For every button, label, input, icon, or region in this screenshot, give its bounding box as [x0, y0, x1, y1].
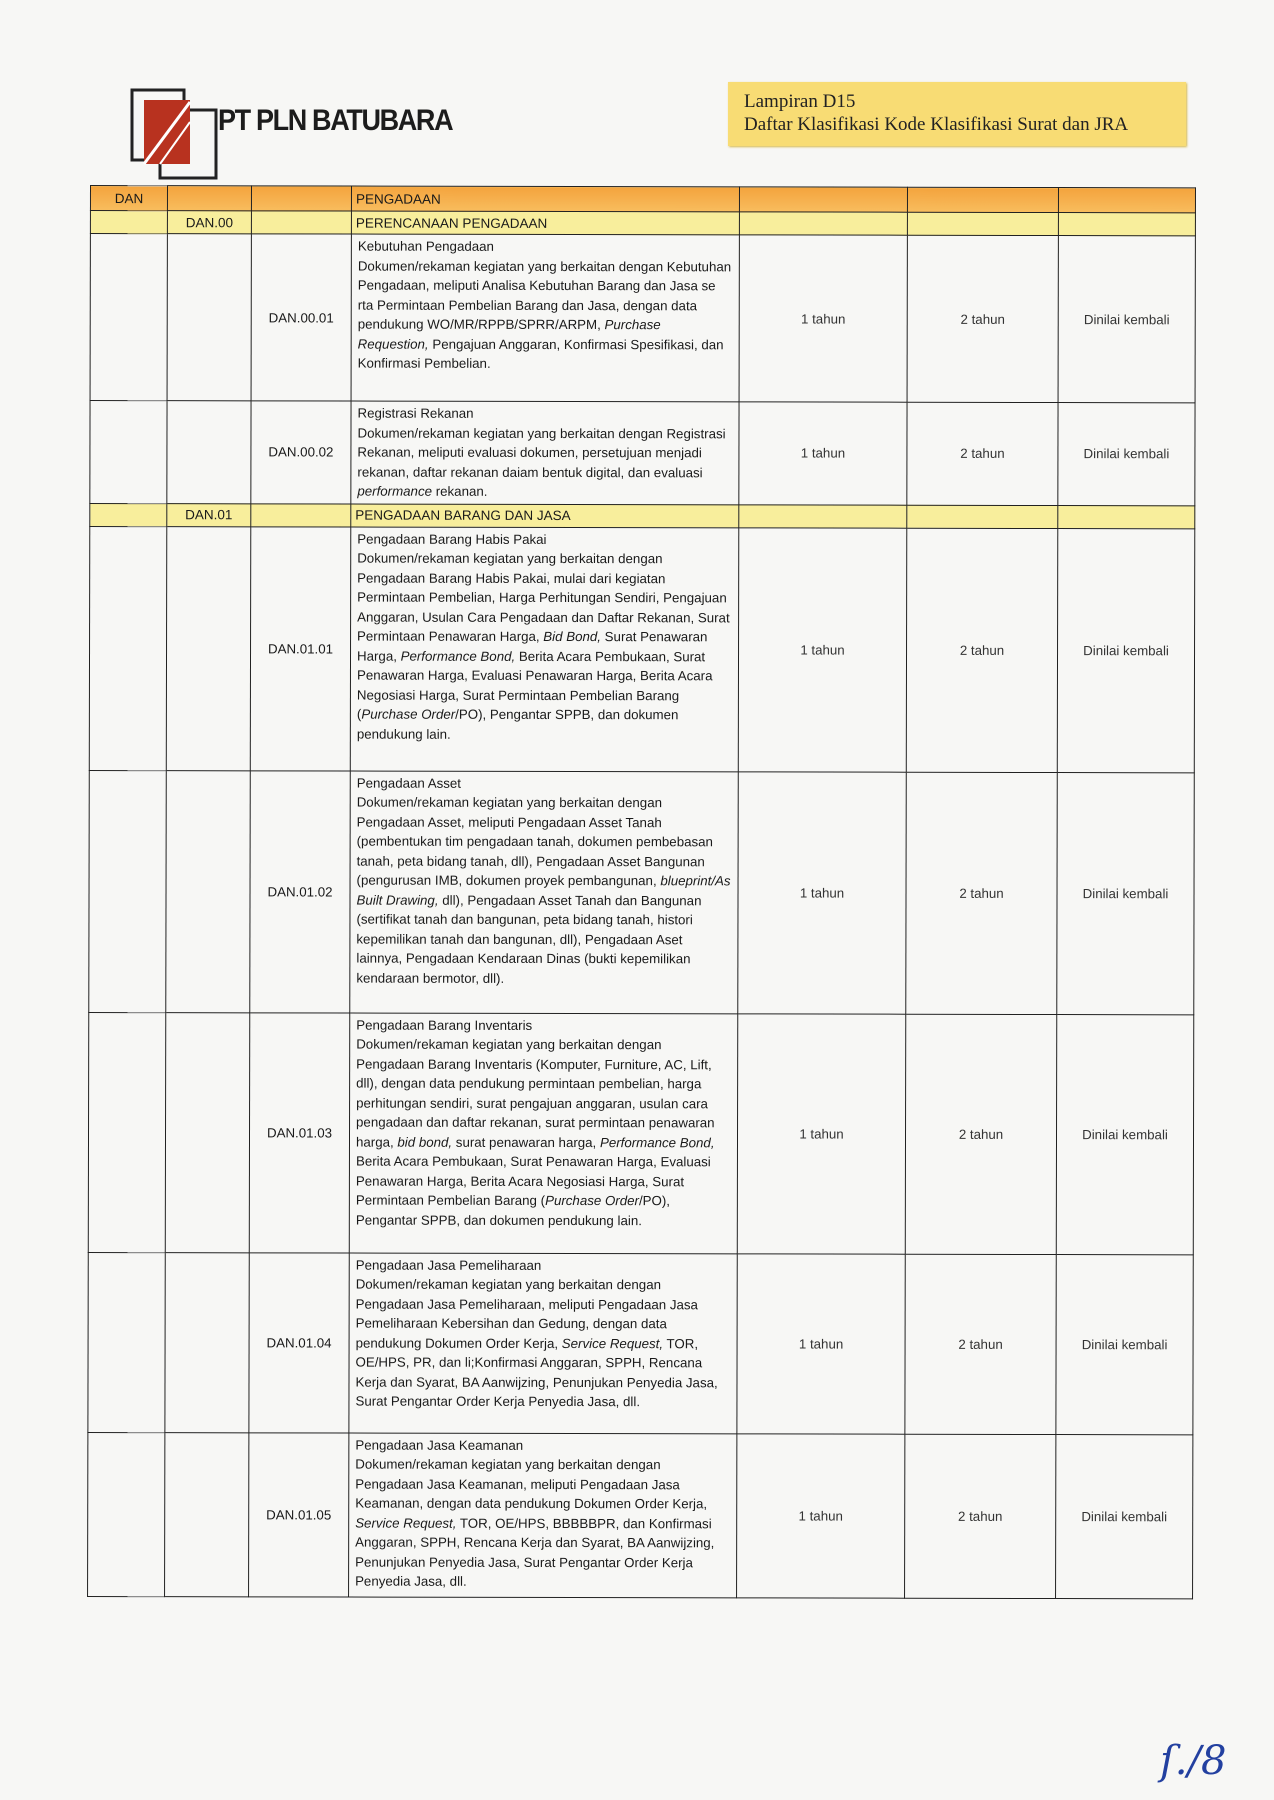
description-segment: Purchase Order [361, 706, 456, 722]
main-title: PENGADAAN [351, 186, 739, 212]
description-segment: Dokumen/rekaman kegiatan yang berkaitan dengan Pengadaan Jasa Keamanan, meliputi Pengadaan Jasa Keamanan, dengan data pendukung Dokumen Order Kerja, [355, 1456, 708, 1512]
item-title: Pengadaan Jasa Pemeliharaan [355, 1257, 542, 1273]
item-description [350, 527, 739, 772]
retention-note: Dinilai kembali [1058, 236, 1195, 403]
description-segment: /PO), Pengantar SPPB, dan dokumen pendukung lain. [355, 1193, 670, 1228]
retention-note: Dinilai kembali [1056, 1434, 1193, 1598]
item-title: Registrasi Rekanan [357, 405, 474, 421]
retention-note: Dinilai kembali [1057, 772, 1195, 1014]
group-code: DAN.00 [167, 211, 251, 234]
item-description [351, 234, 739, 402]
item-code: DAN.01.04 [249, 1252, 349, 1432]
item-description [349, 1013, 738, 1254]
item-title: Kebutuhan Pengadaan [357, 238, 494, 254]
description-segment: blueprint/As Built Drawing, [356, 873, 731, 908]
main-code: DAN [90, 186, 167, 211]
retention-inactive: 2 tahun [905, 1014, 1057, 1254]
description-segment: Surat Penawaran Harga, [356, 629, 708, 664]
classification-table [87, 185, 1196, 1599]
description-segment: Pengajuan Anggaran, Konfirmasi Spesifikasi, dan Konfirmasi Pembelian. [357, 336, 724, 371]
main-header-row [90, 186, 1195, 213]
handwritten-page-mark: ſ.∕8 [1160, 1738, 1227, 1784]
retention-active: 1 tahun [738, 527, 907, 771]
retention-note: Dinilai kembali [1056, 1014, 1194, 1254]
pln-batubara-logo-icon [130, 88, 220, 180]
item-code: DAN.01.03 [249, 1012, 350, 1252]
table-row [90, 401, 1195, 506]
retention-note: Dinilai kembali [1058, 403, 1195, 506]
description-segment: performance [357, 483, 433, 499]
item-code: DAN.00.02 [251, 401, 351, 504]
retention-active: 1 tahun [737, 1013, 906, 1253]
description-segment: dll), Pengadaan Asset Tanah dan Bangunan (sertifikat tanah dan bangunan, peta bidang tanah, histori kepemilikan tanah dan bangunan, dll), Pengadaan Aset lainnya, Pengadaan Kendaraan Dinas (bukti kepemilikan kendaraan bermotor, dll). [356, 892, 702, 986]
description-segment: Service Request, [561, 1335, 664, 1351]
table-row [89, 770, 1195, 1014]
item-title: Pengadaan Asset [356, 775, 462, 791]
retention-inactive: 2 tahun [905, 1434, 1056, 1598]
description-segment: Purchase Requestion, [357, 317, 661, 352]
group-code: DAN.01 [167, 503, 251, 526]
table-row [88, 1432, 1193, 1598]
group-title: PENGADAAN BARANG DAN JASA [351, 504, 739, 528]
retention-inactive: 2 tahun [906, 772, 1058, 1014]
item-description [351, 401, 739, 504]
retention-active: 1 tahun [739, 235, 907, 402]
group-header-row [90, 503, 1195, 528]
retention-note: Dinilai kembali [1057, 528, 1195, 772]
item-code: DAN.01.02 [250, 770, 351, 1012]
description-segment: Berita Acara Pembukaan, Surat Penawaran Harga, Evaluasi Penawaran Harga, Berita Acara Negosiasi Harga, Surat Permintaan Pembelian Barang ( [355, 1153, 711, 1208]
description-segment: Performance Bond, [400, 648, 516, 664]
retention-note: Dinilai kembali [1056, 1254, 1193, 1434]
item-code: DAN.01.01 [250, 526, 351, 770]
description-segment: /PO), Pengantar SPPB, dan dokumen pendukung lain. [356, 706, 679, 742]
description-segment: bid bond, [397, 1134, 453, 1150]
description-segment: Dokumen/rekaman kegiatan yang berkaitan dengan Pengadaan Jasa Pemeliharaan, meliputi Pengadaan Jasa Pemeliharaan Kebersihan dan Gedung, dengan data pendukung Dokumen Order Kerja, [355, 1276, 698, 1351]
retention-active: 1 tahun [737, 1253, 905, 1433]
lampiran-box [728, 82, 1186, 146]
group-title: PERENCANAAN PENGADAAN [351, 211, 739, 235]
description-segment: Dokumen/rekaman kegiatan yang berkaitan dengan Pengadaan Barang Inventaris (Komputer, Furniture, AC, Lift, dll), dengan data pendukung permintaan pembelian, harga perhitungan sendiri, surat pengajuan anggaran, usulan cara pengadaan dan daftar rekanan, surat permintaan penawaran harga, [355, 1036, 715, 1150]
description-segment: Dokumen/rekaman kegiatan yang berkaitan dengan Pengadaan Barang Habis Pakai, mulai dari kegiatan Permintaan Pembelian, Harga Perhitungan Sendiri, Pengajuan Anggaran, Usulan Cara Pengadaan dan Daftar Rekanan, Surat Permintaan Penawaran Harga, [357, 550, 730, 644]
table-row [88, 1252, 1193, 1434]
description-segment: Dokumen/rekaman kegiatan yang berkaitan dengan Kebutuhan Pengadaan, meliputi Analisa Kebutuhan Barang dan Jasa se rta Permintaan Pembelian Barang dan Jasa, dengan data pendukung WO/MR/RPPB/SPRR/ARPM, [357, 258, 732, 333]
table-row [90, 234, 1195, 403]
item-description [349, 1253, 737, 1434]
description-segment: Bid Bond, [543, 628, 602, 645]
description-segment: Performance Bond, [599, 1134, 715, 1150]
item-code: DAN.00.01 [251, 234, 351, 401]
table-row [88, 1012, 1194, 1254]
retention-inactive: 2 tahun [907, 402, 1058, 505]
item-description [350, 771, 739, 1014]
item-title: Pengadaan Barang Habis Pakai [357, 531, 547, 547]
description-segment: Purchase Order [545, 1192, 639, 1209]
retention-active: 1 tahun [738, 771, 907, 1013]
lampiran-title: Daftar Klasifikasi Kode Klasifikasi Surat dan JRA [744, 114, 1129, 135]
retention-active: 1 tahun [737, 1433, 905, 1597]
table-row [89, 526, 1195, 772]
company-name: PT PLN BATUBARA [218, 104, 453, 137]
item-title: Pengadaan Jasa Keamanan [355, 1437, 524, 1453]
description-segment: TOR, OE/HPS, PR, dan li;Konfirmasi Anggaran, SPPH, Rencana Kerja dan Syarat, BA Aanwijzing, Penunjukan Penyedia Jasa, Surat Pengantar Order Kerja Penyedia Jasa, dll. [355, 1335, 718, 1410]
retention-active: 1 tahun [739, 402, 907, 505]
retention-inactive: 2 tahun [907, 235, 1058, 402]
item-title: Pengadaan Barang Inventaris [356, 1017, 533, 1033]
item-code: DAN.01.05 [249, 1432, 349, 1596]
retention-inactive: 2 tahun [906, 528, 1058, 772]
description-segment: Dokumen/rekaman kegiatan yang berkaitan dengan Registrasi Rekanan, meliputi evaluasi dokumen, persetujuan menjadi rekanan, daftar rekanan daiam bentuk digital, dan evaluasi [357, 425, 726, 480]
description-segment: Berita Acara Pembukaan, Surat Penawaran Harga, Evaluasi Penawaran Harga, Berita Acara Negosiasi Harga, Surat Permintaan Pembelian Barang ( [356, 648, 713, 722]
description-segment: rekanan. [431, 483, 488, 499]
lampiran-number: Lampiran D15 [744, 91, 856, 112]
description-segment: Service Request, [355, 1515, 457, 1531]
description-segment: TOR, OE/HPS, BBBBBPR, dan Konfirmasi Anggaran, SPPH, Rencana Kerja dan Syarat, BA Aanwijzing, Penunjukan Penyedia Jasa, Surat Pengantar Order Kerja Penyedia Jasa, dll. [355, 1515, 715, 1589]
description-segment: Dokumen/rekaman kegiatan yang berkaitan dengan Pengadaan Asset, meliputi Pengadaan Asset Tanah (pembentukan tim pengadaan tanah, dokumen pembebasan tanah, peta bidang tanah, dll), Pengadaan Asset Bangunan (pengurusan IMB, dokumen proyek pembangunan, [356, 794, 713, 889]
group-header-row [90, 211, 1195, 236]
retention-inactive: 2 tahun [905, 1254, 1056, 1434]
description-segment: surat penawaran harga, [452, 1134, 600, 1150]
item-description [349, 1433, 737, 1598]
